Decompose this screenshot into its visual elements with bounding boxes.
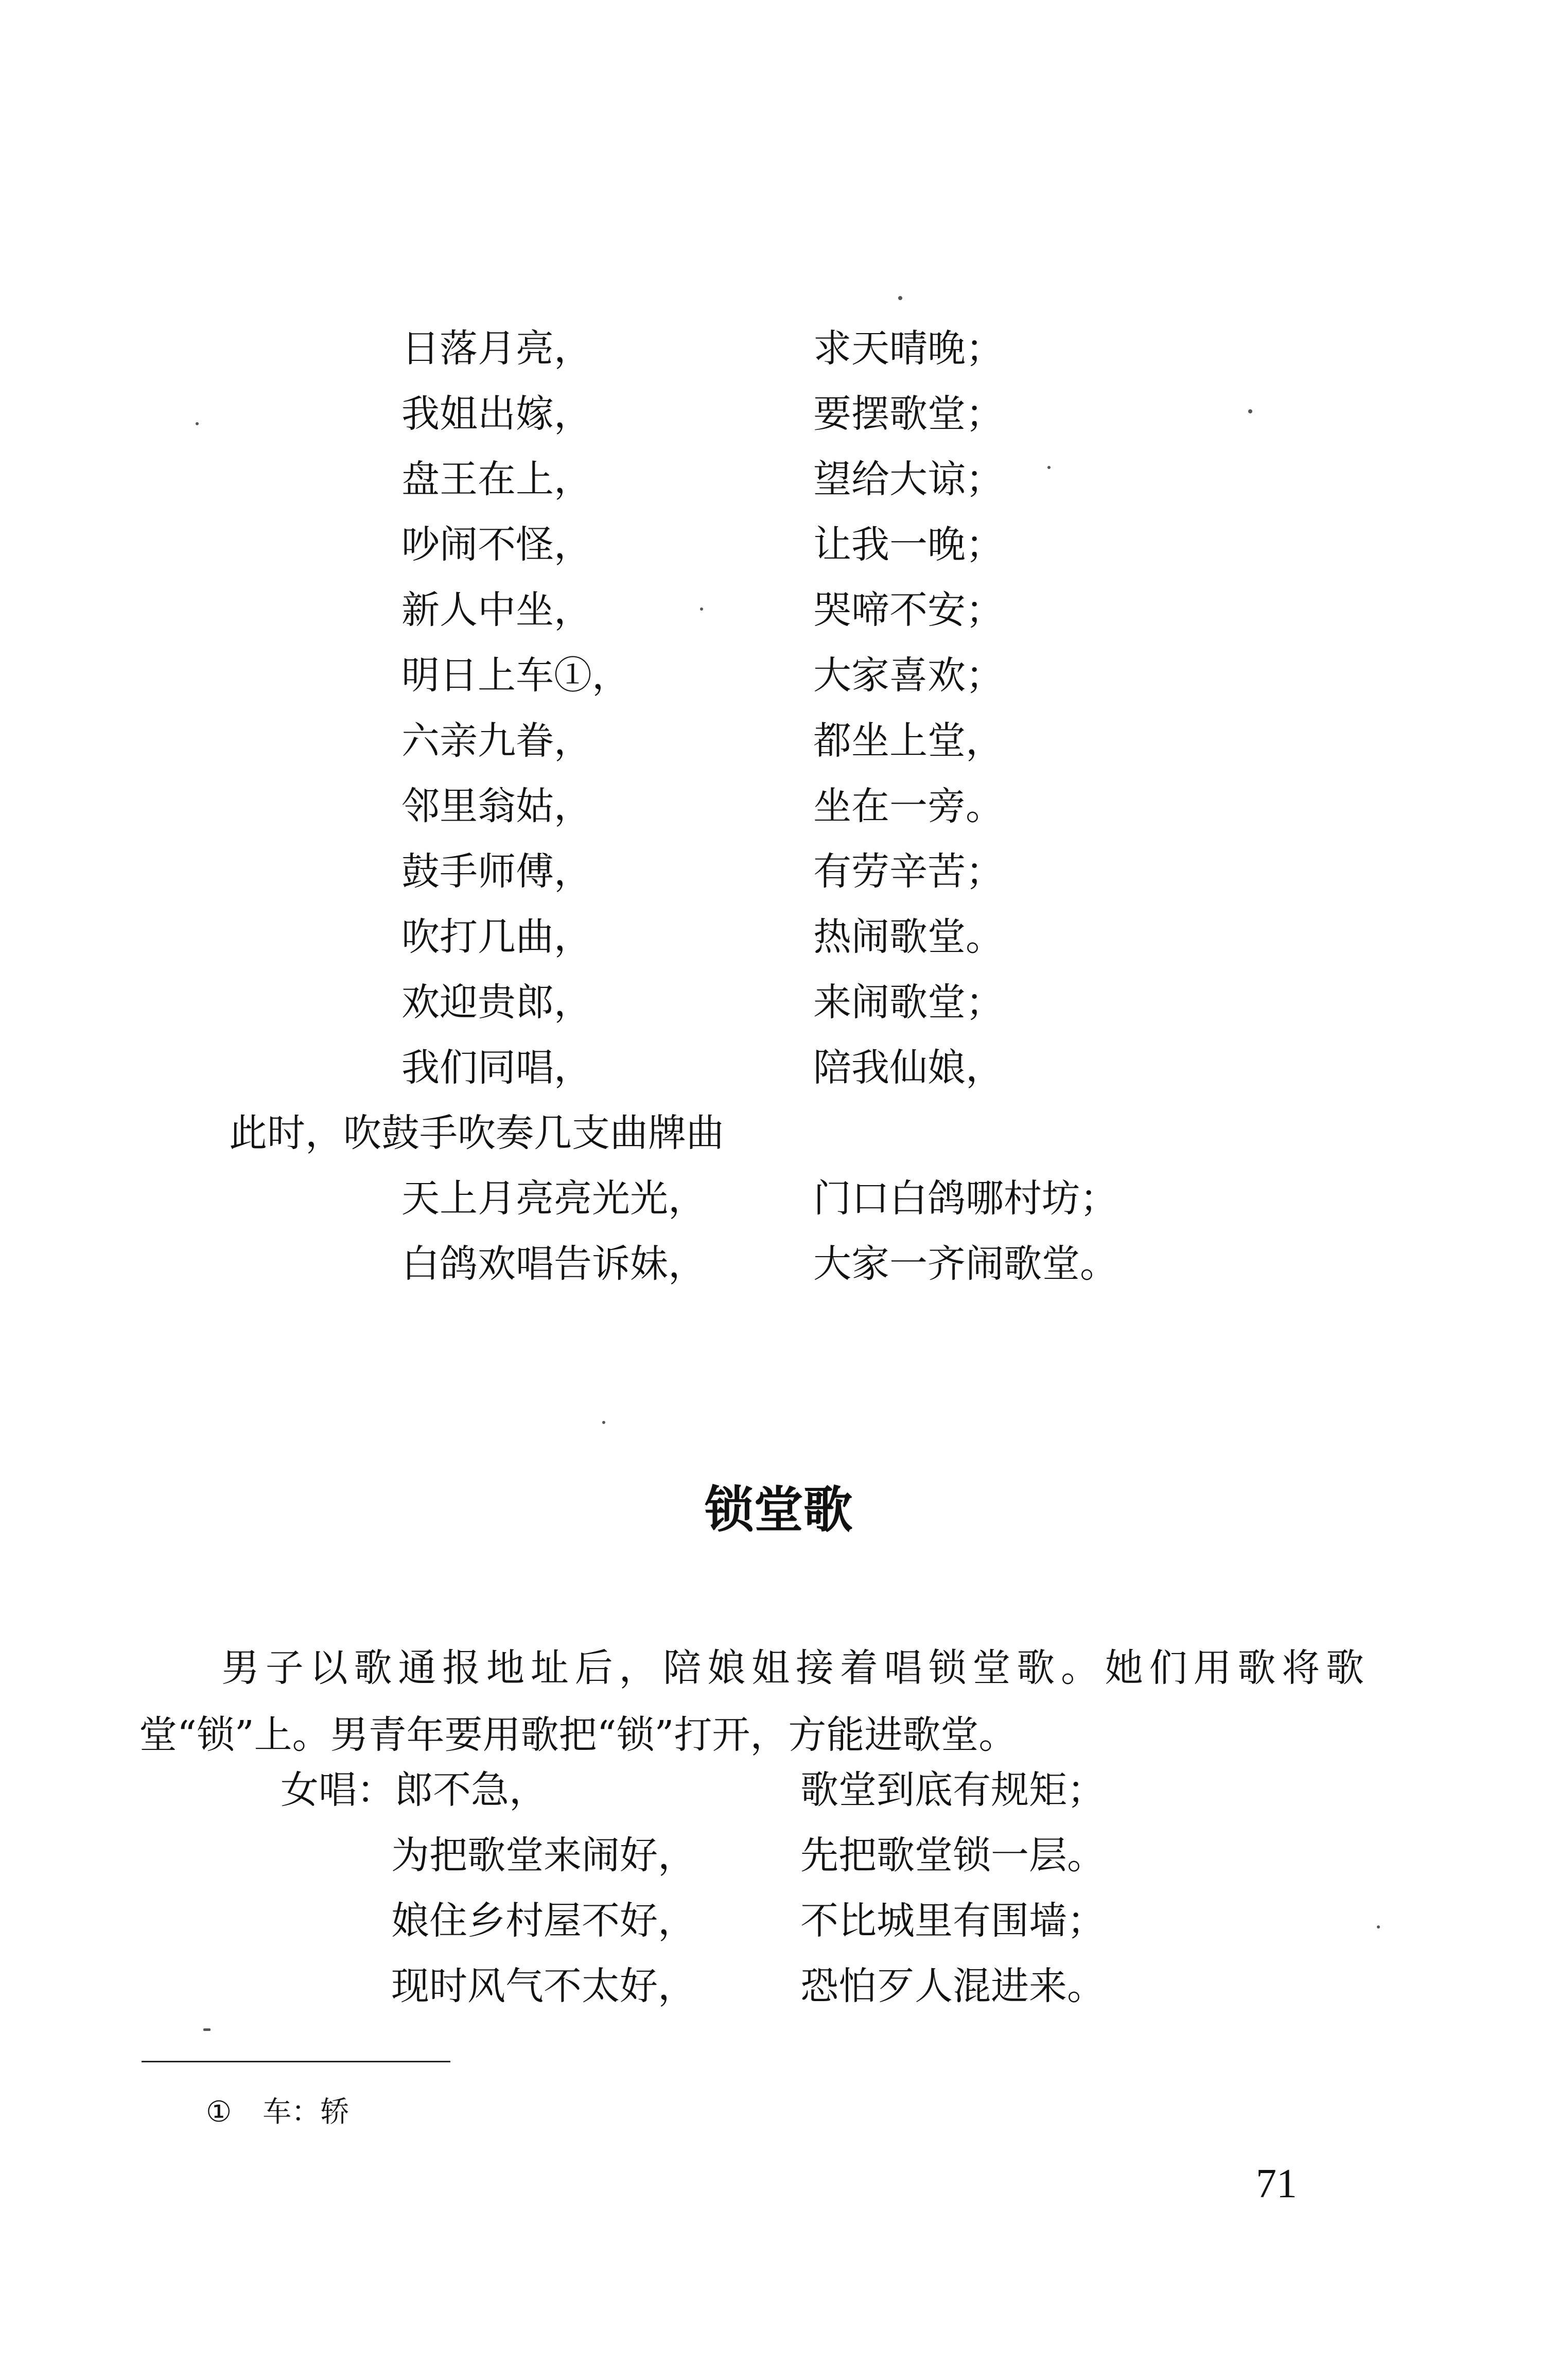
song-line-3-left: 娘住乡村屋不好， (391, 1899, 696, 1943)
scan-speck (1047, 466, 1051, 469)
scan-speck (203, 2028, 211, 2031)
poem-1-line-11-left: 欢迎贵郎， (401, 980, 592, 1024)
footnote-number: ① (206, 2095, 232, 2129)
poem-1-line-8-right: 坐在一旁。 (813, 784, 1004, 828)
poem-1-line-1-left: 日落月亮， (401, 326, 592, 371)
poem-1-line-6-left: 明日上车①， (401, 653, 630, 698)
poem-1-line-1-right: 求天晴晚； (813, 326, 1004, 371)
song-line-4-left: 现时风气不太好， (391, 1964, 696, 2008)
poem-1-line-2-right: 要摆歌堂； (813, 392, 1004, 436)
scan-speck (196, 422, 199, 425)
footnote (206, 2095, 349, 2129)
poem-1-line-13-right: 门口白鸽哪村坊； (813, 1176, 1118, 1221)
poem-1-line-2-left: 我姐出嫁， (401, 392, 592, 436)
song-line-3-right: 不比城里有围墙； (800, 1899, 1105, 1943)
scan-speck (1377, 1925, 1380, 1929)
poem-1-line-7-right: 都坐上堂， (813, 719, 1004, 763)
poem-1-line-3-right: 望给大谅； (813, 457, 1004, 501)
scan-speck (898, 296, 902, 300)
poem-1-line-11-right: 来闹歌堂； (813, 980, 1004, 1024)
poem-1-line-8-left: 邻里翁姑， (401, 784, 592, 828)
poem-1-line-7-left: 六亲九眷， (401, 719, 592, 763)
poem-1-line-10-right: 热闹歌堂。 (813, 915, 1004, 959)
stage-direction: 此时，吹鼓手吹奏几支曲牌曲 (229, 1111, 724, 1155)
poem-1-line-12-right: 陪我仙娘， (813, 1046, 1004, 1090)
page-number: 71 (1256, 2161, 1297, 2207)
poem-1-line-9-right: 有劳辛苦； (813, 849, 1004, 894)
section-title: 锁堂歌 (704, 1481, 853, 1539)
poem-1-line-3-left: 盘王在上， (401, 457, 592, 501)
song-line-1-left: 女唱：郎不急， (281, 1768, 547, 1812)
poem-1-line-4-right: 让我一晚； (813, 523, 1004, 567)
poem-1-line-10-left: 吹打几曲， (401, 915, 592, 959)
scan-speck (700, 607, 703, 611)
scan-speck (1248, 409, 1252, 413)
poem-1-line-14-right: 大家一齐闹歌堂。 (813, 1242, 1118, 1286)
poem-1-line-9-left: 鼓手师傅， (401, 849, 592, 894)
song-line-1-right: 歌堂到底有规矩； (800, 1768, 1105, 1812)
poem-1-line-12-left: 我们同唱， (401, 1046, 592, 1090)
scan-speck (602, 1421, 605, 1424)
footnote-text: 车：轿 (263, 2095, 349, 2129)
poem-1-line-5-right: 哭啼不安； (813, 588, 1004, 632)
poem-1-line-4-left: 吵闹不怪， (401, 523, 592, 567)
song-line-4-right: 恐怕歹人混进来。 (800, 1964, 1105, 2008)
poem-1-line-13-left: 天上月亮亮光光， (401, 1176, 706, 1221)
footnote-rule (142, 2061, 450, 2062)
song-line-2-left: 为把歌堂来闹好， (391, 1833, 696, 1878)
poem-1-line-6-right: 大家喜欢； (813, 653, 1004, 698)
poem-1-line-14-left: 白鸽欢唱告诉妹， (401, 1242, 706, 1286)
song-line-2-right: 先把歌堂锁一层。 (800, 1833, 1105, 1878)
poem-1-line-5-left: 新人中坐， (401, 588, 592, 632)
section-intro: 男子以歌通报地址后，陪娘姐接着唱锁堂歌。她们用歌将歌堂“锁”上。男青年要用歌把“锁”打开，方能进歌堂。 (139, 1646, 1364, 1757)
